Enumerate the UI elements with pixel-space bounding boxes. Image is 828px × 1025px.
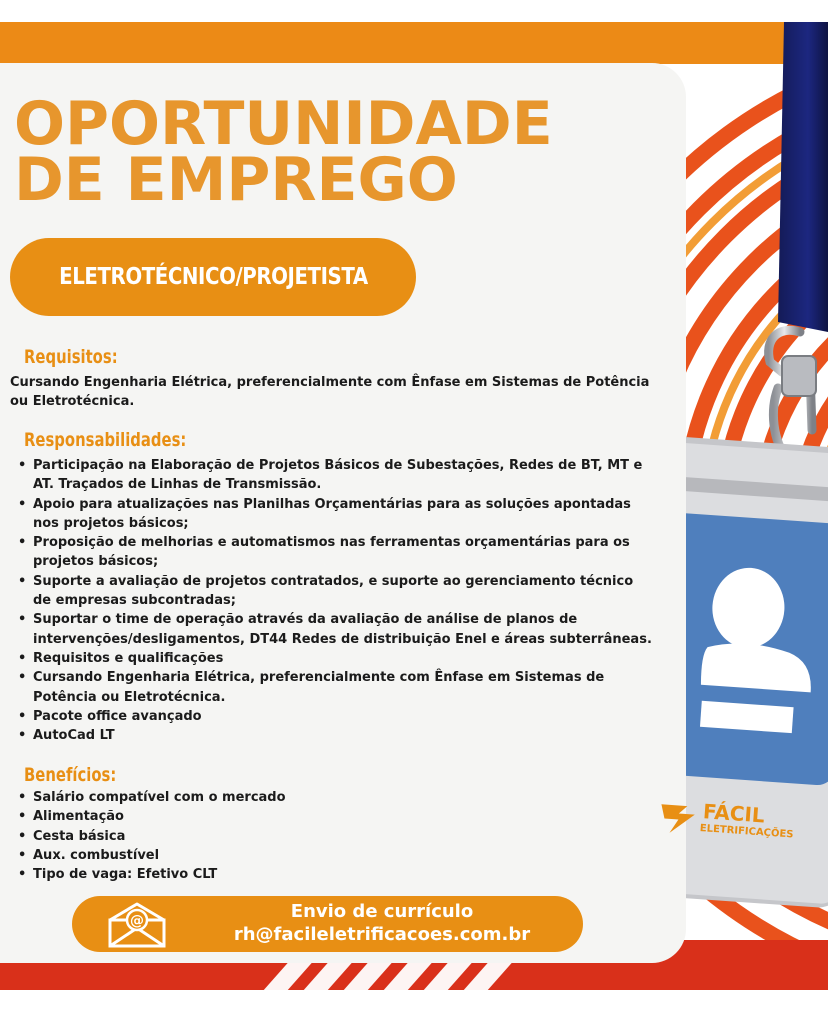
responsibility-text-line-1: Proposição de melhorias e automatismos nas ferramentas orçamentárias para os	[33, 535, 630, 551]
responsibility-item	[14, 726, 652, 745]
logo-word: FÁCIL	[702, 799, 766, 828]
svg-text:@: @	[130, 913, 144, 929]
cta-text	[192, 900, 572, 946]
responsibility-text-line-1: Suporte a avaliação de projetos contratados, e suporte ao gerenciamento técnico	[33, 573, 634, 589]
headline-line-1: OPORTUNIDADE	[14, 89, 553, 159]
responsibility-item	[14, 495, 652, 534]
responsibility-text-line-1: Cursando Engenharia Elétrica, preferencialmente com Ênfase em Sistemas de	[33, 670, 605, 686]
responsibility-text-line-2: intervenções/desligamentos, DT44 Redes de distribuição Enel e áreas subterrâneas.	[33, 631, 652, 647]
responsibility-item	[14, 707, 652, 726]
benefit-item: • Cesta básica	[14, 827, 286, 846]
responsibility-text-line-1: Suportar o time de operação através da avaliação de análise de planos de	[33, 612, 578, 628]
email-cta[interactable]	[72, 896, 583, 952]
responsibility-text-line-2: nos projetos básicos;	[33, 515, 189, 531]
benefit-item: • Tipo de vaga: Efetivo CLT	[14, 865, 286, 884]
responsibility-text-line-2: Potência ou Eletrotécnica.	[33, 689, 226, 705]
responsibility-item	[14, 456, 652, 495]
cta-line-1: Envio de currículo	[290, 901, 474, 922]
responsibility-text-line-2: de empresas subcontradas;	[33, 593, 236, 609]
responsibility-text-line-2: AT. Traçados de Linhas de Transmissão.	[33, 477, 322, 493]
lightning-logo-icon	[655, 798, 701, 837]
role-title: ELETROTÉCNICO/PROJETISTA	[58, 264, 368, 290]
benefit-item: • Alimentação	[14, 807, 286, 826]
responsibility-item	[14, 610, 652, 649]
benefits-title: Benefícios:	[24, 764, 117, 786]
responsibilities-list	[14, 456, 652, 745]
responsibility-item	[14, 649, 652, 668]
responsibility-text-line-1: AutoCad LT	[33, 728, 115, 744]
responsibility-item	[14, 533, 652, 572]
role-badge	[10, 238, 416, 316]
benefit-item: • Salário compatível com o mercado	[14, 788, 286, 807]
email-at-icon	[106, 902, 168, 948]
responsibilities-title: Responsabilidades:	[24, 429, 187, 451]
headline-line-2: DE EMPREGO	[14, 145, 458, 215]
requirements-text	[10, 373, 649, 412]
logo-subtitle: ELETRIFICAÇÕES	[699, 823, 794, 841]
responsibility-text-line-1: Requisitos e qualificações	[33, 650, 224, 666]
responsibility-text-line-1: Pacote office avançado	[33, 708, 202, 724]
responsibility-item	[14, 668, 652, 707]
requirements-text-line-2: ou Eletrotécnica.	[10, 394, 135, 410]
benefits-list	[14, 788, 286, 884]
responsibility-text-line-1: Participação na Elaboração de Projetos Básicos de Subestações, Redes de BT, MT e	[33, 458, 643, 473]
headline	[14, 89, 553, 215]
requirements-title: Requisitos:	[24, 346, 118, 368]
responsibility-item	[14, 572, 652, 611]
responsibility-text-line-1: Apoio para atualizações nas Planilhas Orçamentárias para as soluções apontadas	[33, 496, 631, 512]
responsibility-text-line-2: projetos básicos;	[33, 554, 159, 570]
cta-email[interactable]: rh@facileletrificacoes.com.br	[233, 924, 531, 945]
benefit-item: • Aux. combustível	[14, 846, 286, 865]
requirements-text-line-1: Cursando Engenharia Elétrica, preferencialmente com Ênfase em Sistemas de Potência	[10, 375, 650, 390]
